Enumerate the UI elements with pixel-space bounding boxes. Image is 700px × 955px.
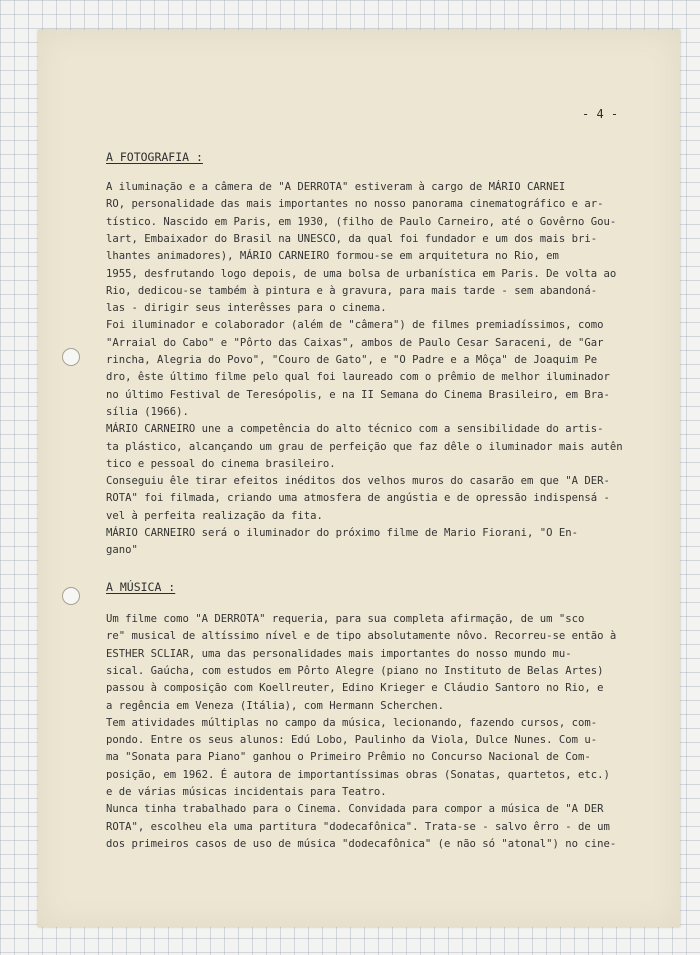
- text-line: Um filme como "A DERROTA" requeria, para sua completa afirmação, de um "sco: [106, 613, 585, 625]
- text-line: sília (1966).: [106, 405, 189, 418]
- text-line: "Arraial do Cabo" e "Pôrto das Caixas", ambos de Paulo Cesar Saraceni, de "Gar: [106, 336, 604, 349]
- text-line: Conseguiu êle tirar efeitos inéditos dos velhos muros do casarão em que "A DER-: [106, 475, 610, 488]
- text-line: 1955, desfrutando logo depois, de uma bolsa de urbanística em Paris. De volta ao: [106, 267, 617, 280]
- text-line: RO, personalidade das mais importantes no nosso panorama cinematográfico e ar-: [106, 198, 604, 211]
- text-line: A iluminação e a câmera de "A DERROTA" estiveram à cargo de MÁRIO CARNEI: [106, 181, 566, 193]
- text-line: ta plástico, alcançando um grau de perfeição que faz dêle o iluminador mais autên: [106, 440, 623, 453]
- text-line: sical. Gaúcha, com estudos em Pôrto Alegre (piano no Instituto de Belas Artes): [106, 664, 604, 677]
- section-heading: A FOTOGRAFIA :: [106, 150, 203, 164]
- text-line: Rio, dedicou-se também à pintura e à gravura, para mais tarde - sem abandoná-: [106, 284, 598, 297]
- text-line: ROTA", escolheu ela uma partitura "dodecafônica". Trata-se - salvo êrro - de um: [106, 820, 610, 833]
- text-line: a regência em Veneza (Itália), com Hermann Scherchen.: [106, 699, 445, 712]
- text-line: Foi iluminador e colaborador (além de "câmera") de filmes premiadíssimos, como: [106, 319, 604, 332]
- text-line: passou à composição com Koellreuter, Edino Krieger e Cláudio Santoro no Rio, e: [106, 682, 604, 695]
- text-line: re" musical de altíssimo nível e de tipo absolutamente nôvo. Recorreu-se então à: [106, 630, 617, 643]
- text-line: lart, Embaixador do Brasil na UNESCO, da qual foi fundador e um dos mais bri-: [106, 232, 598, 245]
- page-number: - 4 -: [582, 107, 619, 121]
- text-line: dos primeiros casos de uso de música "dodecafônica" (e não só "atonal") no cine-: [106, 837, 617, 850]
- text-line: ma "Sonata para Piano" ganhou o Primeiro Prêmio no Concurso Nacional de Com-: [106, 751, 591, 764]
- text-line: tístico. Nascido em Paris, em 1930, (filho de Paulo Carneiro, até o Govêrno Gou-: [106, 215, 617, 228]
- text-line: pondo. Entre os seus alunos: Edú Lobo, Paulinho da Viola, Dulce Nunes. Com u-: [106, 734, 598, 747]
- text-line: las - dirigir seus interêsses para o cinema.: [106, 302, 387, 315]
- text-line: posição, em 1962. É autora de importantíssimas obras (Sonatas, quartetos, etc.): [106, 768, 610, 781]
- text-line: ROTA" foi filmada, criando uma atmosfera de angústia e de opressão indispensá -: [106, 492, 610, 505]
- text-line: lhantes animadores), MÁRIO CARNEIRO formou-se em arquitetura no Rio, em: [106, 250, 559, 263]
- text-line: MÁRIO CARNEIRO será o iluminador do próximo filme de Mario Fiorani, "O En-: [106, 527, 578, 539]
- punch-hole: [62, 348, 80, 366]
- text-line: MÁRIO CARNEIRO une a competência do alto técnico com a sensibilidade do artis-: [106, 423, 604, 436]
- text-line: e de várias músicas incidentais para Teatro.: [106, 786, 387, 798]
- text-line: Tem atividades múltiplas no campo da música, lecionando, fazendo cursos, com-: [106, 716, 598, 729]
- text-line: ESTHER SCLIAR, uma das personalidades mais importantes do nosso mundo mu-: [106, 647, 572, 660]
- text-line: dro, êste último filme pelo qual foi laureado com o prêmio de melhor iluminador: [106, 371, 610, 384]
- section-heading: A MÚSICA :: [106, 580, 176, 594]
- punch-hole: [62, 587, 80, 605]
- text-line: tico e pessoal do cinema brasileiro.: [106, 457, 336, 470]
- text-line: vel à perfeita realização da fita.: [106, 509, 323, 522]
- text-line: Nunca tinha trabalhado para o Cinema. Convidada para compor a música de "A DER: [106, 803, 604, 816]
- text-line: no último Festival de Teresópolis, e na II Semana do Cinema Brasileiro, em Bra-: [106, 388, 610, 401]
- text-line: gano": [106, 544, 138, 557]
- text-line: rincha, Alegria do Povo", "Couro de Gato", e "O Padre e a Môça" de Joaquim Pe: [106, 354, 598, 366]
